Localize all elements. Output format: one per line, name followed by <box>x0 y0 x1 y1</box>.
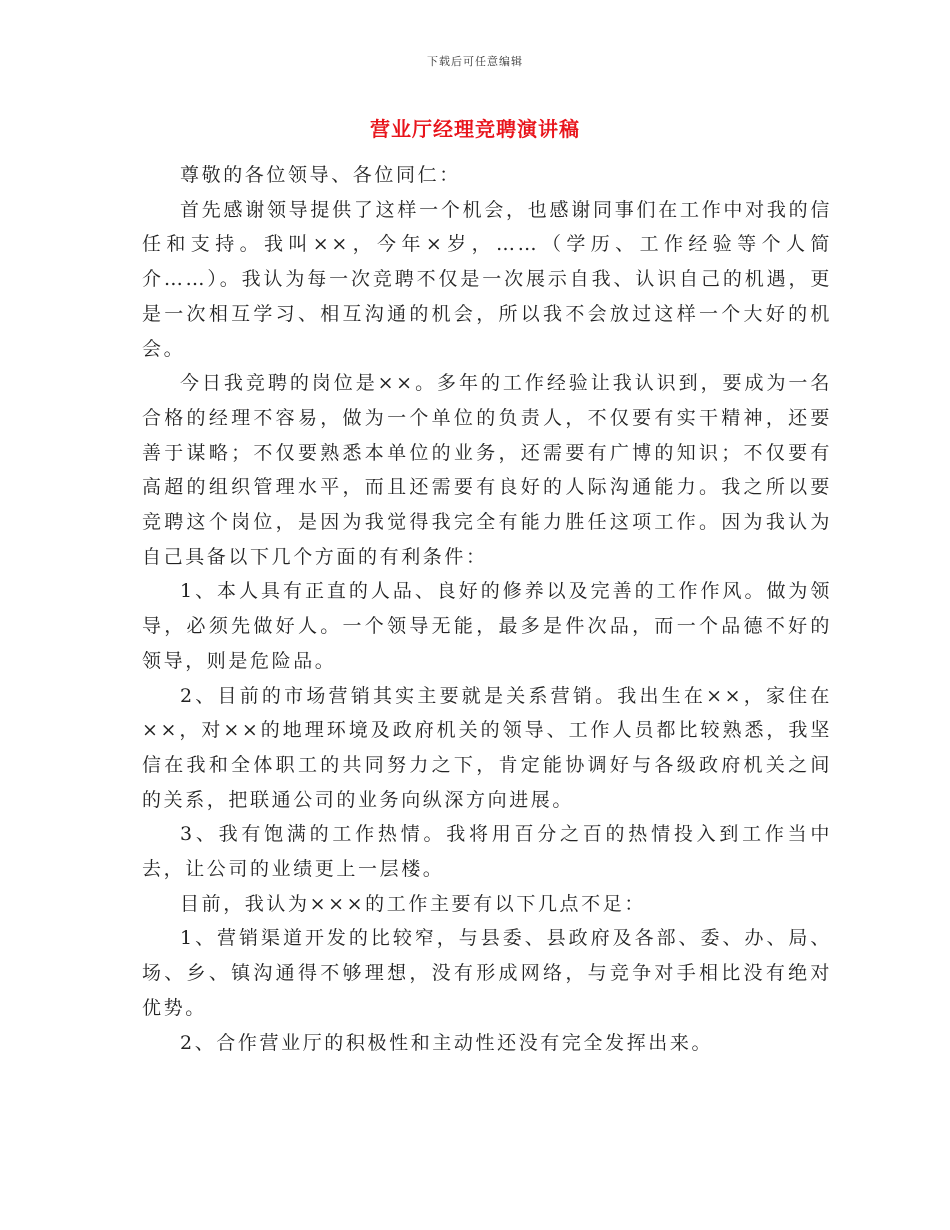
paragraph-greeting: 尊敬的各位领导、各位同仁： <box>180 164 461 186</box>
paragraph-shortcoming-1: 1、营销渠道开发的比较窄，与县委、县政府及各部、委、办、局、场、乡、镇沟通得不够理想，没有形成网络，与竞争对手相比没有绝对优势。 <box>142 927 832 1019</box>
paragraph-introduction: 首先感谢领导提供了这样一个机会，也感谢同事们在工作中对我的信任和支持。我叫××，今年×岁，……（学历、工作经验等个人简介……）。我认为每一次竞聘不仅是一次展示自我、认识自己的机遇，更是一次相互学习、相互沟通的机会，所以我不会放过这样一个大好的机会。 <box>142 198 832 360</box>
document-title: 营业厅经理竞聘演讲稿 <box>370 117 580 141</box>
paragraph-shortcoming-2: 2、合作营业厅的积极性和主动性还没有完全发挥出来。 <box>180 1031 714 1054</box>
paragraph-advantage-1: 1、本人具有正直的人品、良好的修养以及完善的工作作风。做为领导，必须先做好人。一个领导无能，最多是件次品，而一个品德不好的领导，则是危险品。 <box>142 580 832 672</box>
header-note: 下载后可任意编辑 <box>427 55 523 68</box>
paragraph-shortcomings-intro: 目前，我认为×××的工作主要有以下几点不足： <box>180 892 646 915</box>
paragraph-position: 今日我竞聘的岗位是××。多年的工作经验让我认识到，要成为一名合格的经理不容易，做为一个单位的负责人，不仅要有实干精神，还要善于谋略；不仅要熟悉本单位的业务，还需要有广博的知识；不仅要有高超的组织管理水平，而且还需要有良好的人际沟通能力。我之所以要竞聘这个岗位，是因为我觉得我完全有能力胜任这项工作。因为我认为自己具备以下几个方面的有利条件： <box>142 372 832 568</box>
document-body <box>142 158 832 1060</box>
paragraph-advantage-2: 2、目前的市场营销其实主要就是关系营销。我出生在××，家住在××，对××的地理环境及政府机关的领导、工作人员都比较熟悉，我坚信在我和全体职工的共同努力之下，肯定能协调好与各级政府机关之间的关系，把联通公司的业务向纵深方向进展。 <box>142 684 832 811</box>
paragraph-advantage-3: 3、我有饱满的工作热情。我将用百分之百的热情投入到工作当中去，让公司的业绩更上一层楼。 <box>142 823 832 881</box>
